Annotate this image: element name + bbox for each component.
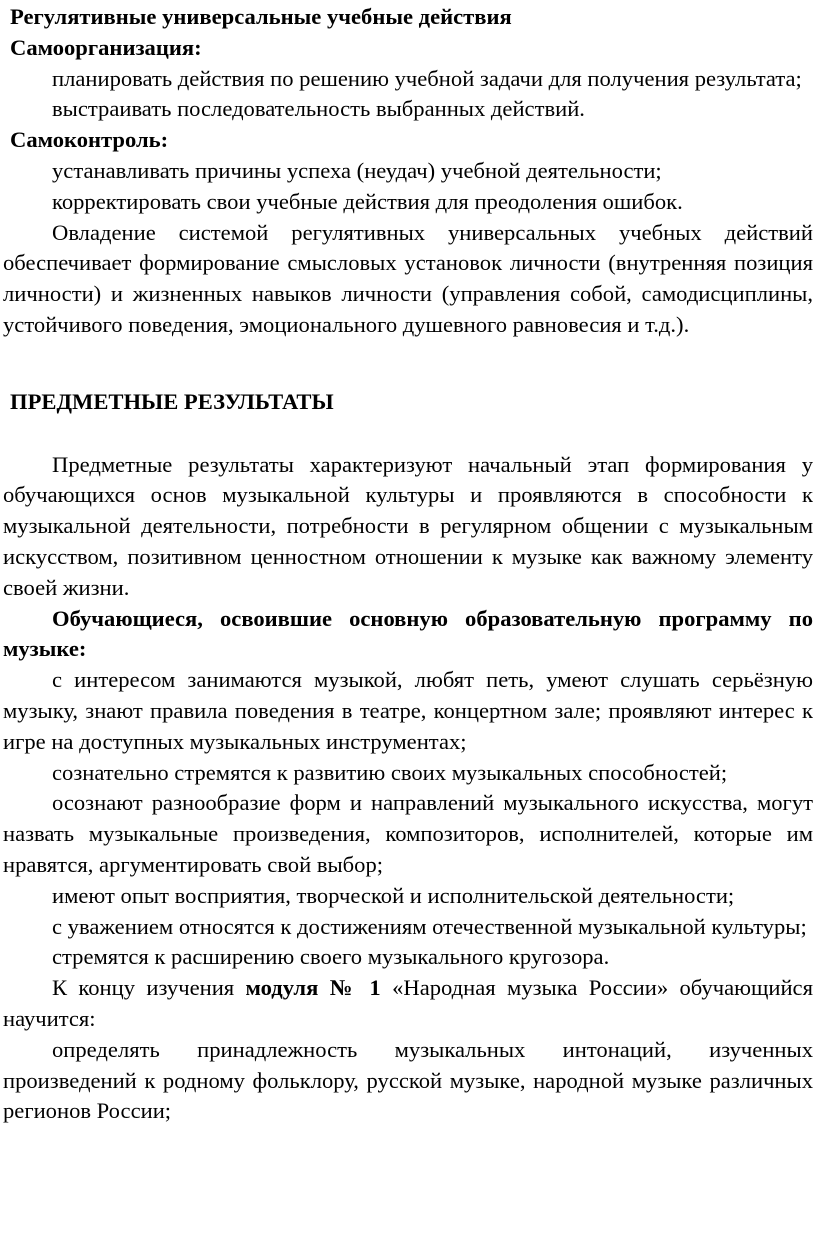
learners-item-3: осознают разнообразие форм и направлений музыкального искусства, могут назвать музыкальные произведения, композиторов, исполнителей, которые им нравятся, аргументировать свой выбор; bbox=[3, 790, 813, 877]
section-title-subject-results: ПРЕДМЕТНЫЕ РЕЗУЛЬТАТЫ bbox=[10, 388, 334, 414]
subject-results-intro: Предметные результаты характеризуют начальный этап формирования у обучающихся основ музыкальной культуры и проявляются в способности к музыкальной деятельности, потребности в регулярном общении с музыкальным искусством, позитивном ценностном отношении к музыке как важному элементу своей жизни. bbox=[3, 451, 813, 600]
module-1-suffix: «Народная музыка России» обучающийся научится: bbox=[3, 975, 813, 1031]
self-org-item-1: планировать действия по решению учебной задачи для получения результата; bbox=[52, 65, 802, 91]
heading-self-organization: Самоорганизация: bbox=[10, 34, 202, 60]
module-1-intro bbox=[3, 973, 813, 1035]
module-1-prefix: К концу изучения bbox=[52, 975, 246, 1001]
learners-item-2: сознательно стремятся к развитию своих музыкальных способностей; bbox=[52, 759, 728, 785]
section-spacer bbox=[3, 341, 813, 387]
learners-item-5: с уважением относятся к достижениям отечественной музыкальной культуры; bbox=[52, 913, 807, 939]
section-spacer bbox=[3, 418, 813, 450]
learners-item-4: имеют опыт восприятия, творческой и исполнительской деятельности; bbox=[52, 882, 735, 908]
heading-regulative-actions: Регулятивные универсальные учебные действия bbox=[10, 4, 512, 29]
module-1-item-1: определять принадлежность музыкальных интонаций, изученных произведений к родному фольклору, русской музыке, народной музыке различных регионов России; bbox=[3, 1036, 813, 1124]
learners-item-6: стремятся к расширению своего музыкального кругозора. bbox=[52, 944, 610, 970]
self-control-item-2: корректировать свои учебные действия для преодоления ошибок. bbox=[52, 188, 683, 214]
learners-item-1: с интересом занимаются музыкой, любят петь, умеют слушать серьёзную музыку, знают правила поведения в театре, концертном зале; проявляют интерес к игре на доступных музыкальных инструментах; bbox=[3, 667, 813, 754]
module-1-number: модуля № 1 bbox=[245, 975, 381, 1001]
learners-heading: Обучающиеся, освоившие основную образовательную программу по музыке: bbox=[3, 605, 813, 662]
regulative-summary-paragraph: Овладение системой регулятивных универсальных учебных действий обеспечивает формирование смысловых установок личности (внутренняя позиция личности) и жизненных навыков личности (управления собой, самодисциплины, устойчивого поведения, эмоционального душевного равновесия и т.д.). bbox=[3, 219, 813, 337]
heading-self-control: Самоконтроль: bbox=[10, 127, 169, 153]
self-org-item-2: выстраивать последовательность выбранных действий. bbox=[52, 96, 585, 122]
self-control-item-1: устанавливать причины успеха (неудач) учебной деятельности; bbox=[52, 157, 662, 183]
